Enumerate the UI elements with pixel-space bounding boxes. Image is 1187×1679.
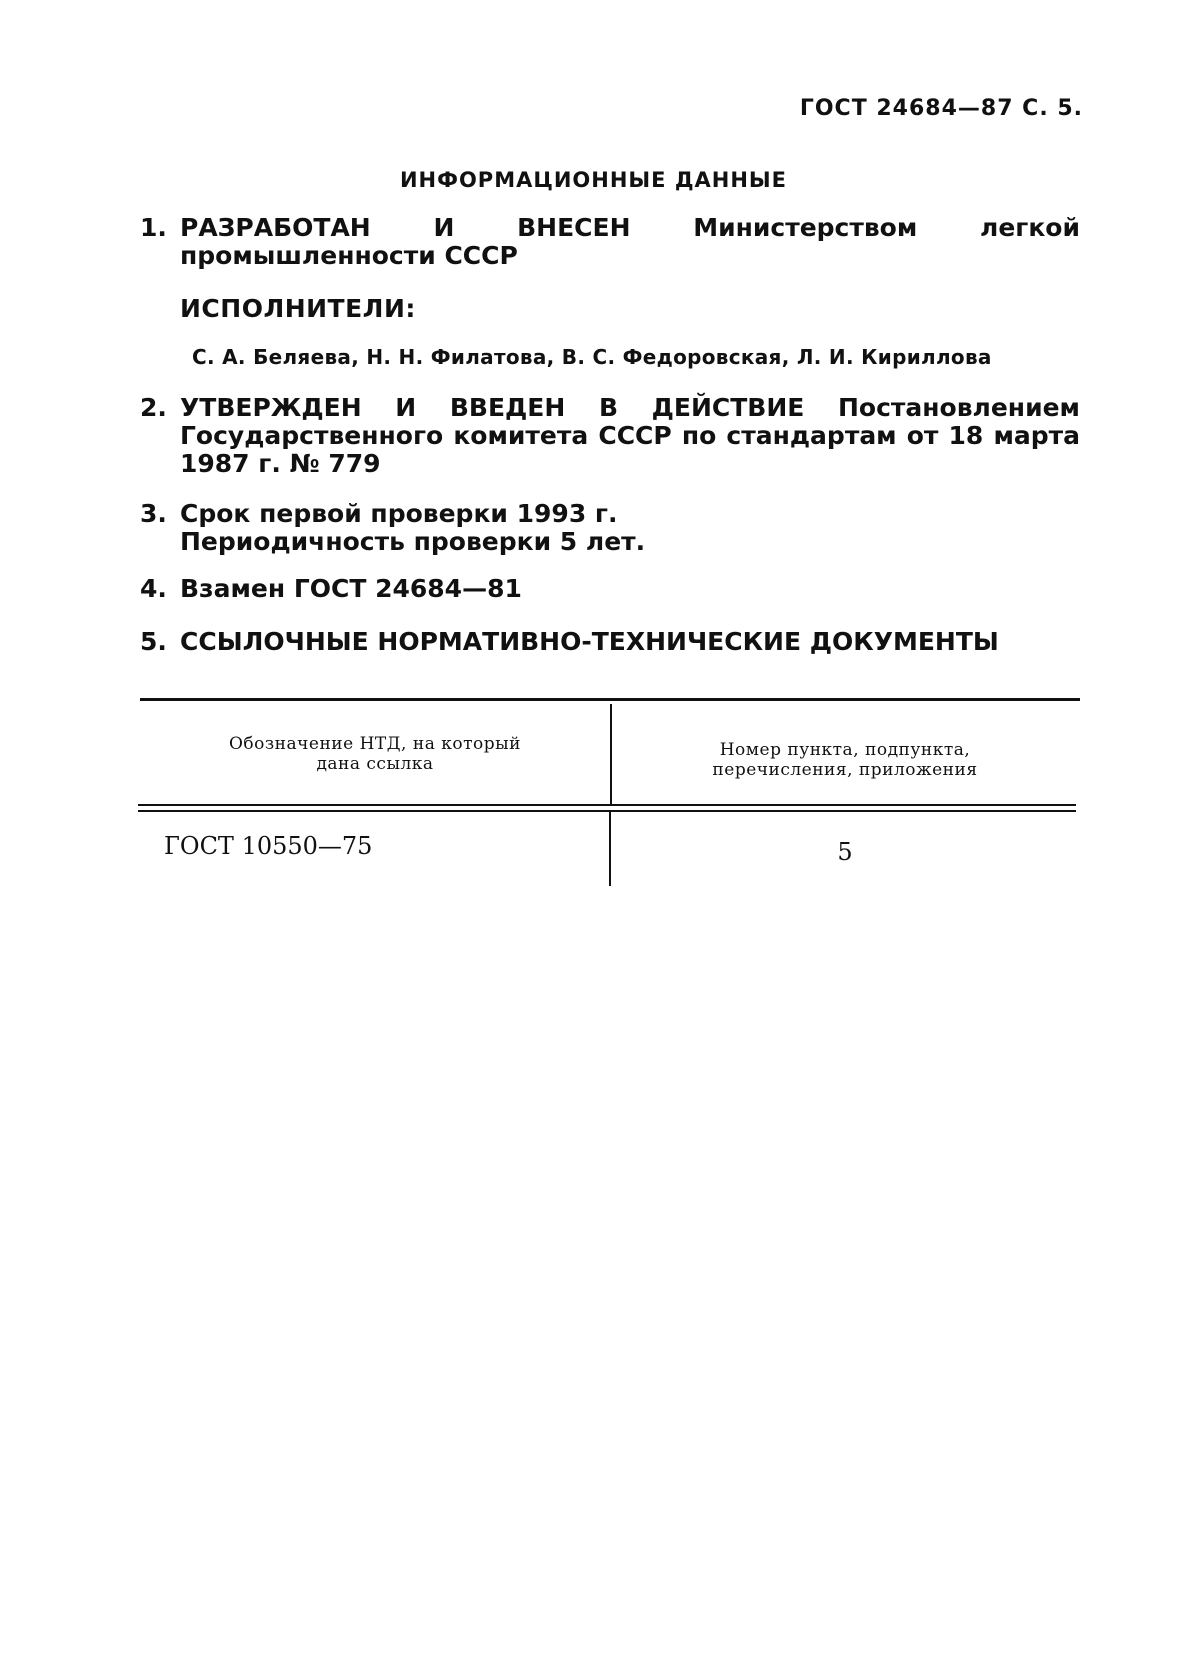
item-number: 2.	[140, 393, 167, 422]
reference-table	[140, 698, 1080, 890]
list-item-replaces	[140, 575, 1080, 603]
table-header-rule-double	[138, 810, 1076, 812]
list-item-developed	[140, 214, 1080, 270]
list-item-references	[140, 628, 1080, 656]
item-text-line-1: Срок первой проверки 1993 г.	[180, 499, 618, 528]
item-number: 4.	[140, 574, 167, 603]
table-top-rule	[140, 698, 1080, 701]
table-cell-clause: 5	[837, 838, 853, 866]
table-cell-designation: ГОСТ 10550—75	[164, 832, 373, 860]
list-item-approved	[140, 394, 1080, 478]
table-column-divider	[609, 812, 611, 886]
list-item-review	[140, 500, 1080, 556]
standard-reference: ГОСТ 24684—87 С. 5.	[799, 96, 1083, 121]
item-text: УТВЕРЖДЕН И ВВЕДЕН В ДЕЙСТВИЕ Постановлением Государственного комитета СССР по стандартам от 18 марта 1987 г. № 779	[180, 393, 1080, 478]
item-text-line-2: Периодичность проверки 5 лет.	[180, 527, 646, 556]
item-text: Взамен ГОСТ 24684—81	[180, 574, 522, 603]
table-header-clause: Номер пункта, подпункта, перечисления, приложения	[712, 740, 978, 780]
table-column-divider	[610, 704, 612, 804]
item-text: ССЫЛОЧНЫЕ НОРМАТИВНО-ТЕХНИЧЕСКИЕ ДОКУМЕНТЫ	[180, 627, 999, 656]
page-title: ИНФОРМАЦИОННЫЕ ДАННЫЕ	[399, 168, 788, 192]
item-number: 5.	[140, 627, 167, 656]
executors-heading: ИСПОЛНИТЕЛИ:	[180, 294, 416, 323]
table-header-designation: Обозначение НТД, на который дана ссылка	[229, 734, 521, 774]
item-number: 3.	[140, 499, 167, 528]
item-text: РАЗРАБОТАН И ВНЕСЕН Министерством легкой промышленности СССР	[180, 213, 1080, 270]
executors-names: С. А. Беляева, Н. Н. Филатова, В. С. Федоровская, Л. И. Кириллова	[192, 345, 992, 369]
item-number: 1.	[140, 213, 167, 242]
table-header-rule	[138, 804, 1076, 806]
